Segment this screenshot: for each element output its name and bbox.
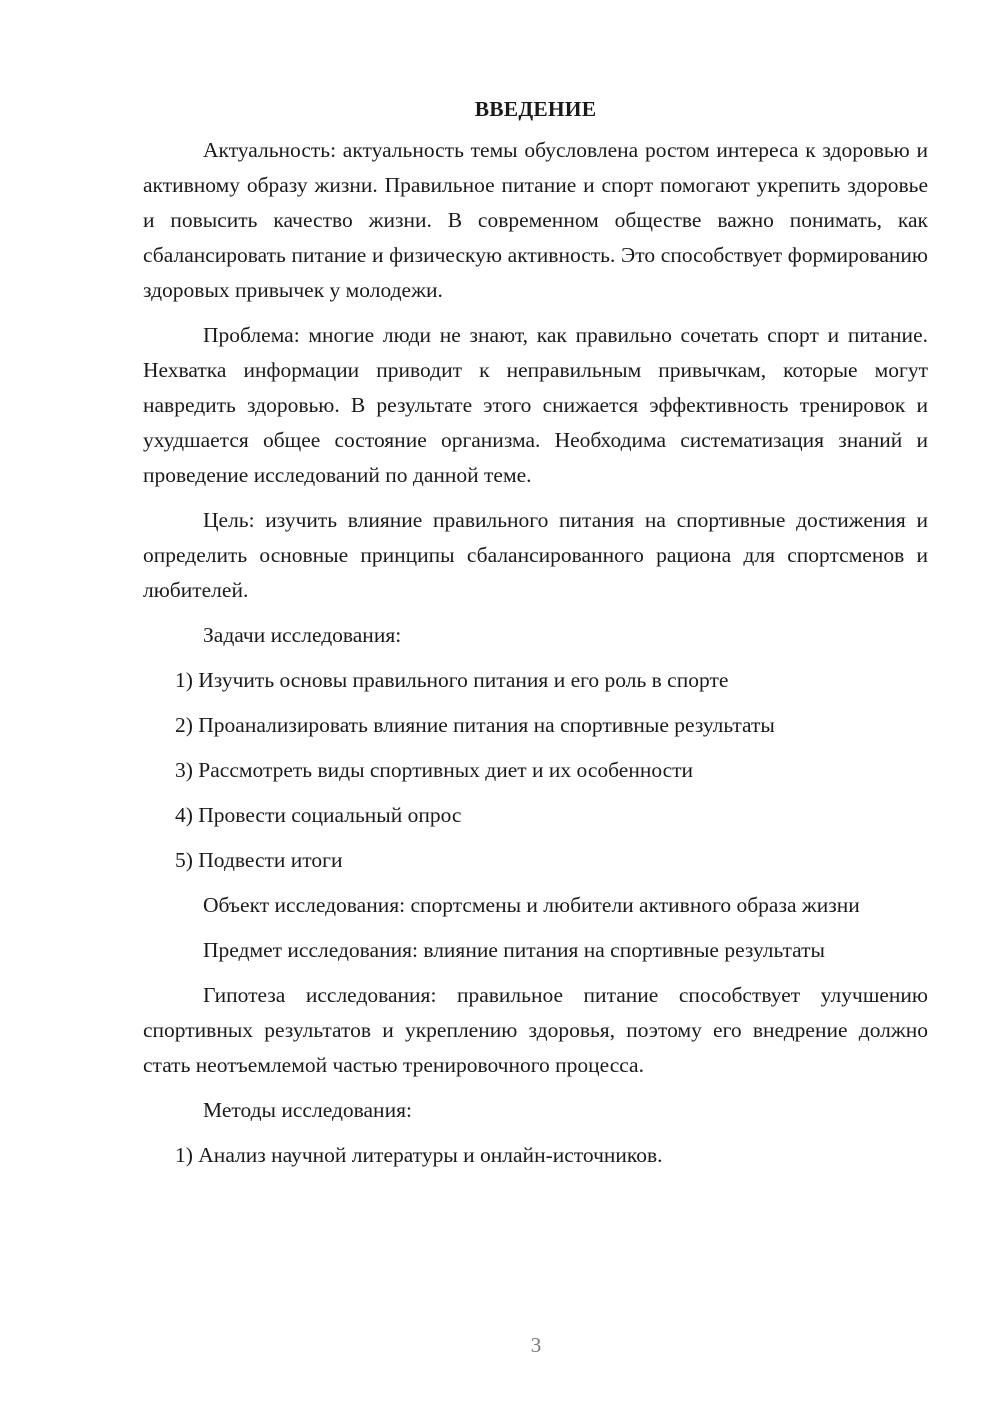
paragraph-goal: Цель: изучить влияние правильного питания на спортивные достижения и определить основные принципы сбалансированного рациона для спортсменов и любителей. <box>143 508 928 602</box>
tasks-heading: Задачи исследования: <box>203 623 402 647</box>
list-item: 1) Анализ научной литературы и онлайн-источников. <box>175 1143 663 1167</box>
list-item: 5) Подвести итоги <box>175 848 343 872</box>
paragraph-subject: Предмет исследования: влияние питания на спортивные результаты <box>203 938 825 962</box>
list-item: 2) Проанализировать влияние питания на спортивные результаты <box>175 713 775 737</box>
paragraph-hypothesis: Гипотеза исследования: правильное питание способствует улучшению спортивных результатов и укреплению здоровья, поэтому его внедрение должно стать неотъемлемой частью тренировочного процесса. <box>143 983 928 1077</box>
methods-heading: Методы исследования: <box>203 1098 412 1122</box>
list-item: 1) Изучить основы правильного питания и его роль в спорте <box>175 668 729 692</box>
list-item: 4) Провести социальный опрос <box>175 803 462 827</box>
paragraph-relevance: Актуальность: актуальность темы обусловлена ростом интереса к здоровью и активному образу жизни. Правильное питание и спорт помогают укрепить здоровье и повысить качество жизни. В современном обществе важно понимать, как сбалансировать питание и физическую активность. Это способствует формированию здоровых привычек у молодежи. <box>143 138 928 302</box>
page-title: ВВЕДЕНИЕ <box>474 97 597 121</box>
paragraph-object: Объект исследования: спортсмены и любители активного образа жизни <box>203 893 860 917</box>
paragraph-problem: Проблема: многие люди не знают, как правильно сочетать спорт и питание. Нехватка информации приводит к неправильным привычкам, которые могут навредить здоровью. В результате этого снижается эффективность тренировок и ухудшается общее состояние организма. Необходима систематизация знаний и проведение исследований по данной теме. <box>143 323 928 487</box>
page-number: 3 <box>530 1333 542 1357</box>
list-item: 3) Рассмотреть виды спортивных диет и их особенности <box>175 758 694 782</box>
document-page <box>143 92 928 1183</box>
